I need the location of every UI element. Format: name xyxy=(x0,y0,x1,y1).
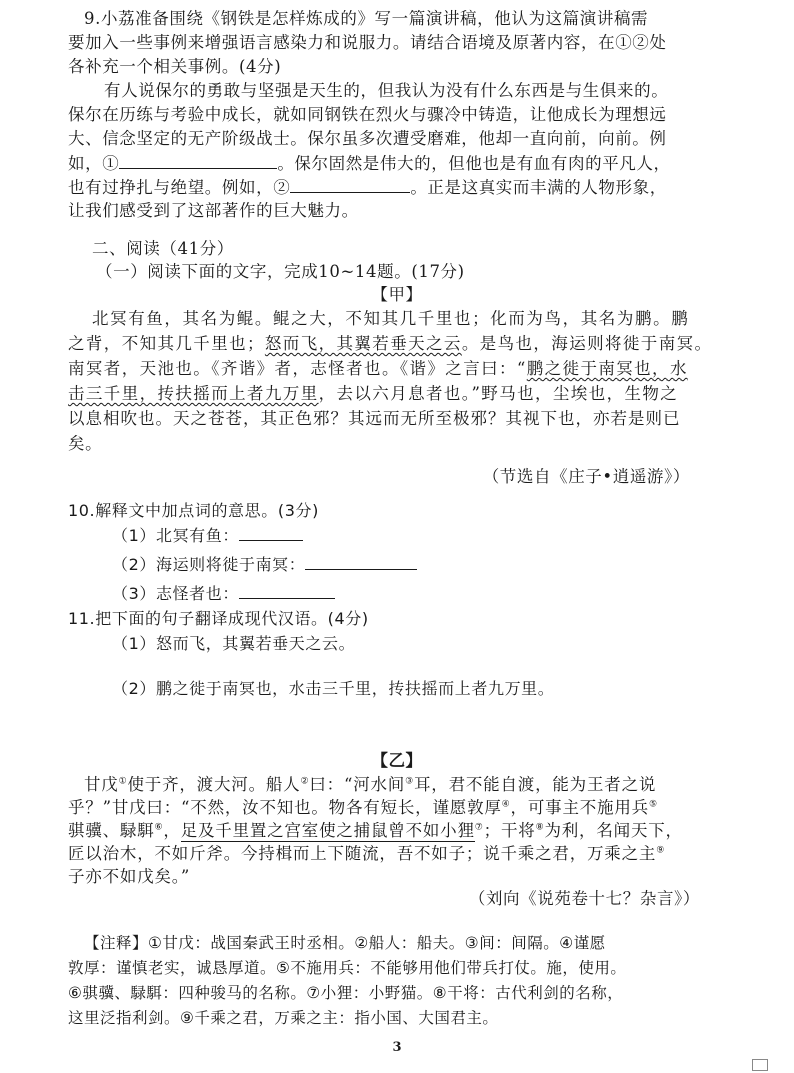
q9-passage-line-4-tail: 。保尔固然是伟大的，但他也是有血有肉的平凡人， xyxy=(277,154,671,173)
jia-line-1: 北冥有鱼，其名为鲲。鲲之大，不知其几千里也；化而为鸟，其名为鹏。鹏 xyxy=(92,309,690,328)
q9-passage-line-6: 让我们感受到了这部著作的巨大魅力。 xyxy=(68,201,359,220)
q10-item-3 xyxy=(112,582,335,605)
yi-line-1 xyxy=(84,774,656,796)
q10-item-1-label: （1）北冥有鱼： xyxy=(112,526,239,545)
q10-answer-blank-3[interactable] xyxy=(239,582,335,599)
yi-text: 甘戊 xyxy=(84,775,119,794)
q9-blank-1-lead: 如，① xyxy=(68,154,120,173)
yi-underlined-sentence: 足及千里置之宫室使之捕鼠曾不如小狸 xyxy=(180,821,475,840)
yi-text: 使于齐，渡大河。船人 xyxy=(127,775,301,794)
yi-line-3 xyxy=(68,820,683,842)
jia-source: （节选自《庄子•逍遥游》） xyxy=(482,467,690,486)
q9-line-1: 9.小荔准备围绕《钢铁是怎样炼成的》写一篇演讲稿，他认为这篇演讲稿需 xyxy=(84,9,649,28)
page-number: 3 xyxy=(392,1040,402,1055)
jia-line-2-c: 。是鸟也，海运则将徙于南冥。 xyxy=(461,334,713,353)
footnote-mark: ③ xyxy=(405,776,414,787)
q9-line-3: 各补充一个相关事例。(4分) xyxy=(68,57,282,76)
q9-blank-2-lead: 也有过挣扎与绝望。例如，② xyxy=(68,178,291,197)
q9-line-2: 要加入一些事例来增强语言感染力和说服力。请结合语境及原著内容，在①②处 xyxy=(68,33,667,52)
footnote-mark: ⑧ xyxy=(535,822,545,833)
q9-passage-line-3: 大、信念坚定的无产阶级战士。保尔虽多次遭受磨难，他却一直向前，向前。例 xyxy=(68,129,667,148)
q11-item-1: （1）怒而飞，其翼若垂天之云。 xyxy=(112,634,356,653)
q9-passage-line-4 xyxy=(68,152,671,175)
yi-text: 耳，君不能自渡，能为王者之说 xyxy=(413,775,657,794)
q11-title: 11.把下面的句子翻译成现代汉语。(4分) xyxy=(68,609,369,628)
footnote-mark: ⑥ xyxy=(154,822,164,833)
jia-underlined-sentence-1: 怒而飞，其翼若垂天之云 xyxy=(264,334,462,353)
yi-text: 为利，名闻天下， xyxy=(544,821,683,840)
q10-answer-blank-1[interactable] xyxy=(239,524,303,541)
jia-underlined-sentence-2a: 鹏之徙于南冥也，水 xyxy=(526,359,688,378)
notes-line-1: 【注释】①甘戊：战国秦武王时丞相。②船人：船夫。③间：间隔。④谨愿 xyxy=(84,934,606,952)
watermark-logo-icon xyxy=(752,1059,768,1071)
q10-title: 10.解释文中加点词的意思。(3分) xyxy=(68,501,319,520)
yi-text: ， xyxy=(163,821,181,840)
q10-item-2-label: （2）海运则将徙于南冥： xyxy=(112,555,306,574)
notes-line-3: ⑥骐骥、騄駬：四种骏马的名称。⑦小狸：小野猫。⑧干将：古代利剑的名称， xyxy=(68,984,624,1002)
q10-item-2 xyxy=(112,553,417,576)
jia-line-4 xyxy=(68,383,678,405)
footnote-mark: ④ xyxy=(501,799,511,810)
jia-line-5: 以息相吹也。天之苍苍，其正色邪？其远而无所至极邪？其视下也，亦若是则已 xyxy=(68,409,681,428)
q9-answer-blank-2[interactable] xyxy=(290,176,410,193)
q9-passage-line-5 xyxy=(68,176,667,199)
jia-underlined-sentence-2b: 击三千里，抟扶摇而上者九万里 xyxy=(68,384,319,403)
notes-line-4: 这里泛指利剑。⑨千乘之君，万乘之主：指小国、大国君主。 xyxy=(68,1009,499,1027)
q10-answer-blank-2[interactable] xyxy=(305,553,417,570)
passage-jia-title: 【甲】 xyxy=(371,285,423,304)
q11-item-2: （2）鹏之徙于南冥也，水击三千里，抟扶摇而上者九万里。 xyxy=(112,679,555,698)
q9-answer-blank-1[interactable] xyxy=(119,152,277,169)
jia-line-6: 矣。 xyxy=(68,434,103,453)
q9-passage-line-5-tail: 。正是这真实而丰满的人物形象， xyxy=(410,178,667,197)
q9-passage-line-1: 有人说保尔的勇敢与坚强是天生的，但我认为没有什么东西是与生俱来的。 xyxy=(104,81,669,100)
footnote-mark: ① xyxy=(118,776,128,787)
yi-source: （刘向《说苑卷十七？杂言》） xyxy=(468,889,700,908)
yi-line-5: 子亦不如戊矣。” xyxy=(68,867,191,886)
q10-item-1 xyxy=(112,524,303,547)
yi-line-2 xyxy=(68,797,658,819)
yi-text: 曰：“河水间 xyxy=(309,775,406,794)
section-2-subtitle: （一）阅读下面的文字，完成10~14题。(17分) xyxy=(96,262,465,281)
footnote-mark: ⑨ xyxy=(656,845,666,856)
notes-line-2: 敦厚：谨慎老实，诚恳厚道。⑤不施用兵：不能够用他们带兵打仗。施，使用。 xyxy=(68,959,627,977)
yi-line-4 xyxy=(68,843,665,865)
jia-line-2 xyxy=(68,333,712,355)
q9-passage-line-2: 保尔在历练与考验中成长，就如同钢铁在烈火与骤冷中铸造，让他成长为理想远 xyxy=(68,105,667,124)
jia-line-3 xyxy=(68,358,688,380)
footnote-mark: ⑦ xyxy=(474,822,484,833)
yi-text: 匠以治木，不如斤斧。今持楫而上下随流，吾不如子；说千乘之君，万乘之主 xyxy=(68,844,657,863)
footnote-mark: ⑤ xyxy=(648,799,658,810)
section-2-title: 二、阅读（41分） xyxy=(92,239,234,258)
yi-text: ；干将 xyxy=(483,821,536,840)
jia-line-4-b: ，去以六月息者也。”野马也，尘埃也，生物之 xyxy=(318,384,679,403)
yi-text: 乎？”甘戊曰：“不然，汝不知也。物各有短长，谨愿敦厚 xyxy=(68,798,502,817)
yi-text: ，可事主不施用兵 xyxy=(510,798,649,817)
q10-item-3-label: （3）志怪者也： xyxy=(112,584,239,603)
yi-text: 骐骥、騄駬 xyxy=(68,821,155,840)
footnote-mark: ② xyxy=(300,776,310,787)
passage-yi-title: 【乙】 xyxy=(371,751,423,770)
jia-line-3-a: 南冥者，天池也。《齐谐》者，志怪者也。《谐》之言曰：“ xyxy=(68,359,527,378)
jia-line-2-a: 之背，不知其几千里也； xyxy=(68,334,265,353)
